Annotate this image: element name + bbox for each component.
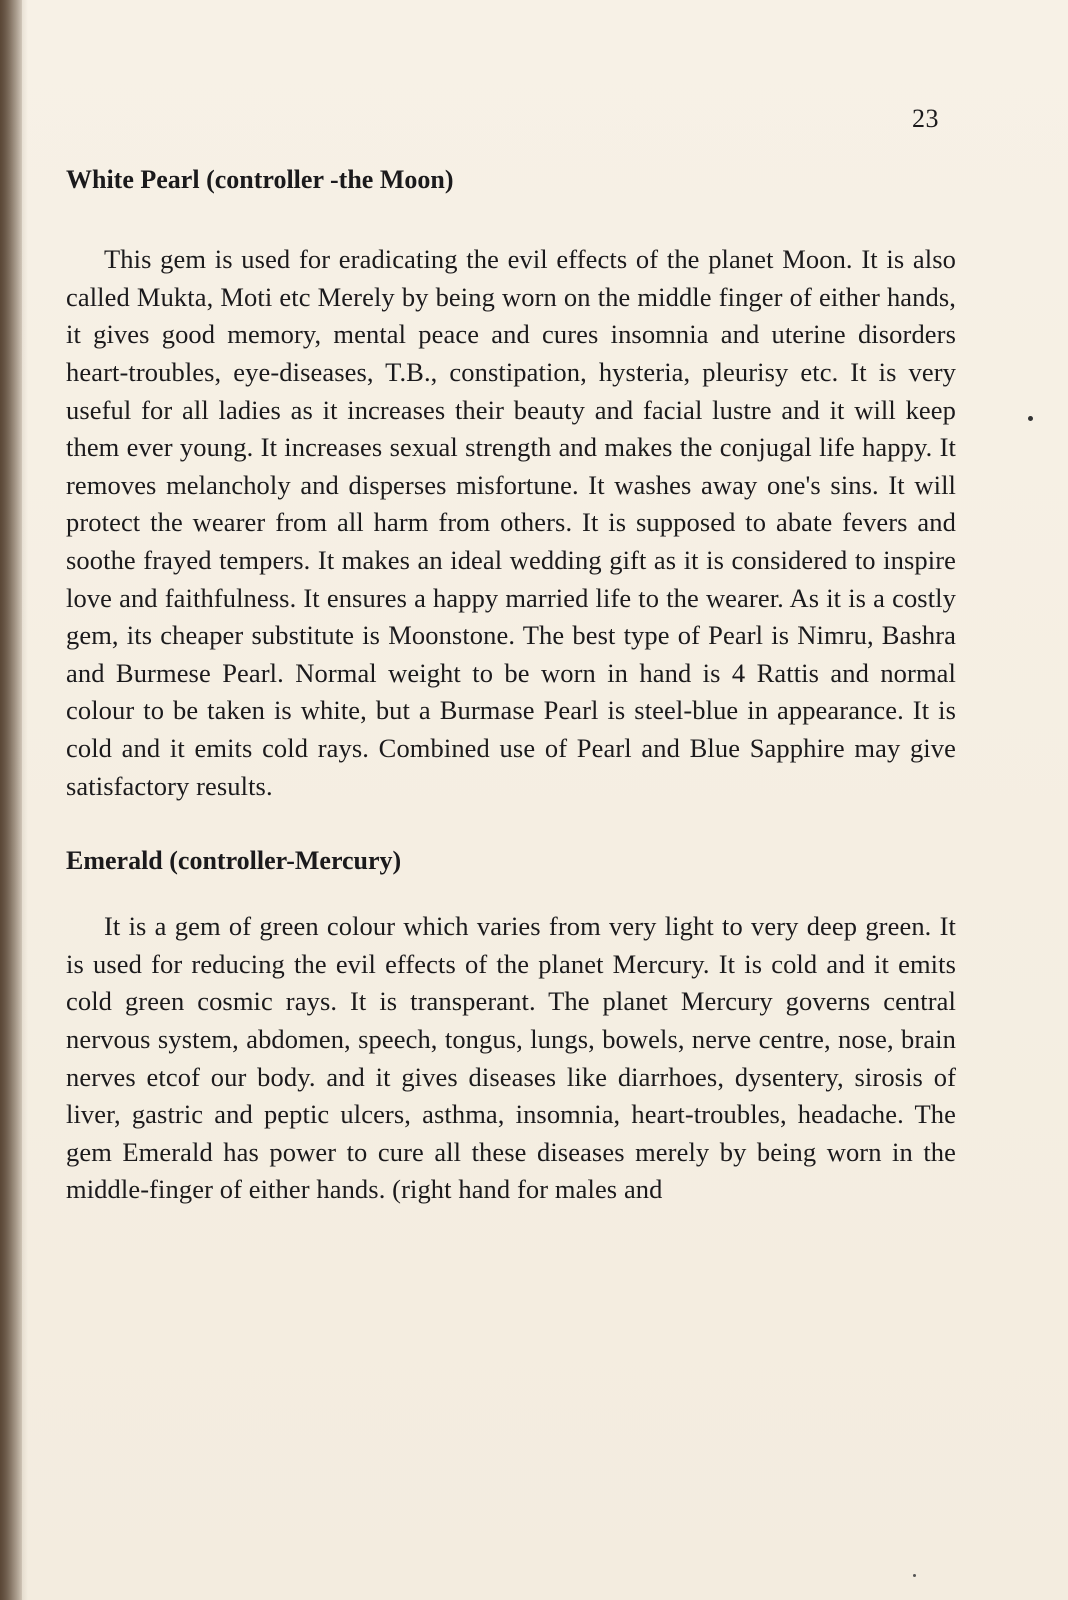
book-spine-shadow [0, 0, 22, 1600]
section-heading-white-pearl: White Pearl (controller -the Moon) [66, 165, 454, 194]
bottom-speck [913, 1574, 916, 1577]
margin-speck [1028, 416, 1033, 421]
section-body-white-pearl: This gem is used for eradicating the evil effects of the planet Moon. It is also called Mukta, Moti etc Merely by being worn on the middle finger of either hands, it gives good memory, mental peace and cures insomnia and uterine disorders heart-troubles, eye-diseases, T.B., constipation, hysteria, pleurisy etc. It is very useful for all ladies as it increases their beauty and facial lustre and it will keep them ever young. It increases sexual strength and makes the conjugal life happy. It removes melancholy and disperses misfortune. It washes away one's sins. It will protect the wearer from all harm from others. It is supposed to abate fevers and soothe frayed tempers. It makes an ideal wedding gift as it is considered to inspire love and faithfulness. It ensures a happy married life to the wearer. As it is a costly gem, its cheaper substitute is Moonstone. The best type of Pearl is Nimru, Bashra and Burmese Pearl. Normal weight to be worn in hand is 4 Rattis and normal colour to be taken is white, but a Burmase Pearl is steel-blue in appearance. It is cold and it emits cold rays. Combined use of Pearl and Blue Sapphire may give satisfactory results. [66, 244, 956, 801]
section-body-emerald: It is a gem of green colour which varies from very light to very deep green. It is used for reducing the evil effects of the planet Mercury. It is cold and it emits cold green cosmic rays. It is transperant. The planet Mercury governs central nervous system, abdomen, speech, tongus, lungs, bowels, nerve centre, nose, brain nerves etcof our body. and it gives diseases like diarrhoes, dysentery, sirosis of liver, gastric and peptic ulcers, asthma, insomnia, heart-troubles, headache. The gem Emerald has power to cure all these diseases merely by being worn in the middle-finger of either hands. (right hand for males and [66, 911, 956, 1205]
page-content [66, 160, 956, 1209]
section-heading-emerald: Emerald (controller-Mercury) [66, 846, 402, 876]
page-number: 23 [912, 104, 939, 133]
